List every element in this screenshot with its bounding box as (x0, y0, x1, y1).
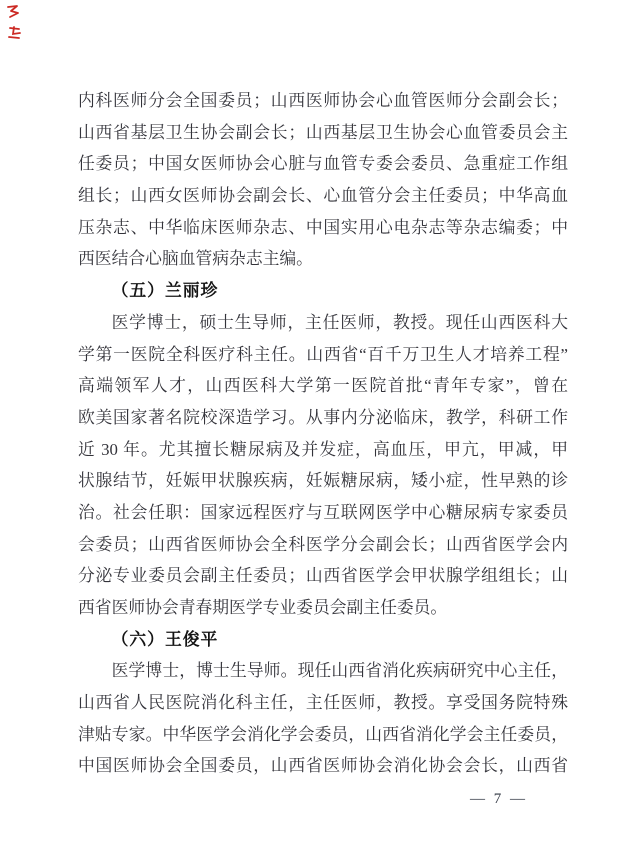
text-line: 津贴专家。中华医学会消化学会委员，山西省消化学会主任委员， (78, 724, 568, 744)
text-line: 山西省基层卫生协会副会长；山西基层卫生协会心血管委员会主 (78, 122, 568, 142)
text-line: 状腺结节，妊娠甲状腺疾病，妊娠糖尿病，矮小症，性早熟的诊 (78, 471, 568, 491)
page-number: — 7 — (470, 791, 525, 807)
text-line: 欧美国家著名院校深造学习。从事内分泌临床，教学，科研工作 (78, 407, 568, 427)
section-heading: （六）王俊平 (111, 629, 219, 649)
document-body (78, 85, 568, 782)
text-line: 压杂志、中华临床医师杂志、中国实用心电杂志等杂志编委；中 (78, 217, 568, 237)
text-line: 近 30 年。尤其擅长糖尿病及并发症，高血压，甲亢，甲减，甲 (78, 439, 568, 459)
text-line: 医学博士，硕士生导师，主任医师，教授。现任山西医科大 (111, 312, 568, 332)
red-pen-mark-icon (6, 4, 20, 24)
text-line: 会委员；山西省医师协会全科医学分会副会长；山西省医学会内 (78, 534, 568, 554)
text-line: 学第一医院全科医疗科主任。山西省“百千万卫生人才培养工程” (78, 344, 568, 364)
text-line: 西医结合心脑血管病杂志主编。 (78, 249, 313, 269)
text-line: 组长；山西女医师协会副会长、心血管分会主任委员；中华高血 (78, 186, 568, 206)
text-line: 内科医师分会全国委员；山西医师协会心血管医师分会副会长； (78, 91, 568, 110)
text-line: 山西省人民医院消化科主任，主任医师，教授。享受国务院特殊 (78, 693, 568, 713)
text-line: 医学博士，博士生导师。现任山西省消化疾病研究中心主任， (111, 661, 568, 681)
red-pen-mark-icon (7, 26, 22, 47)
text-line: 高端领军人才，山西医科大学第一医院首批“青年专家”，曾在 (78, 376, 568, 396)
text-line: 治。社会任职：国家远程医疗与互联网医学中心糖尿病专家委员 (78, 502, 568, 522)
text-line: 任委员；中国女医师协会心脏与血管专委会委员、急重症工作组 (78, 154, 568, 174)
text-line: 中国医师协会全国委员，山西省医师协会消化协会会长，山西省 (78, 756, 568, 776)
text-line: 分泌专业委员会副主任委员；山西省医学会甲状腺学组组长；山 (78, 566, 568, 586)
text-line: 西省医师协会青春期医学专业委员会副主任委员。 (78, 598, 448, 617)
section-heading: （五）兰丽珍 (111, 281, 219, 301)
